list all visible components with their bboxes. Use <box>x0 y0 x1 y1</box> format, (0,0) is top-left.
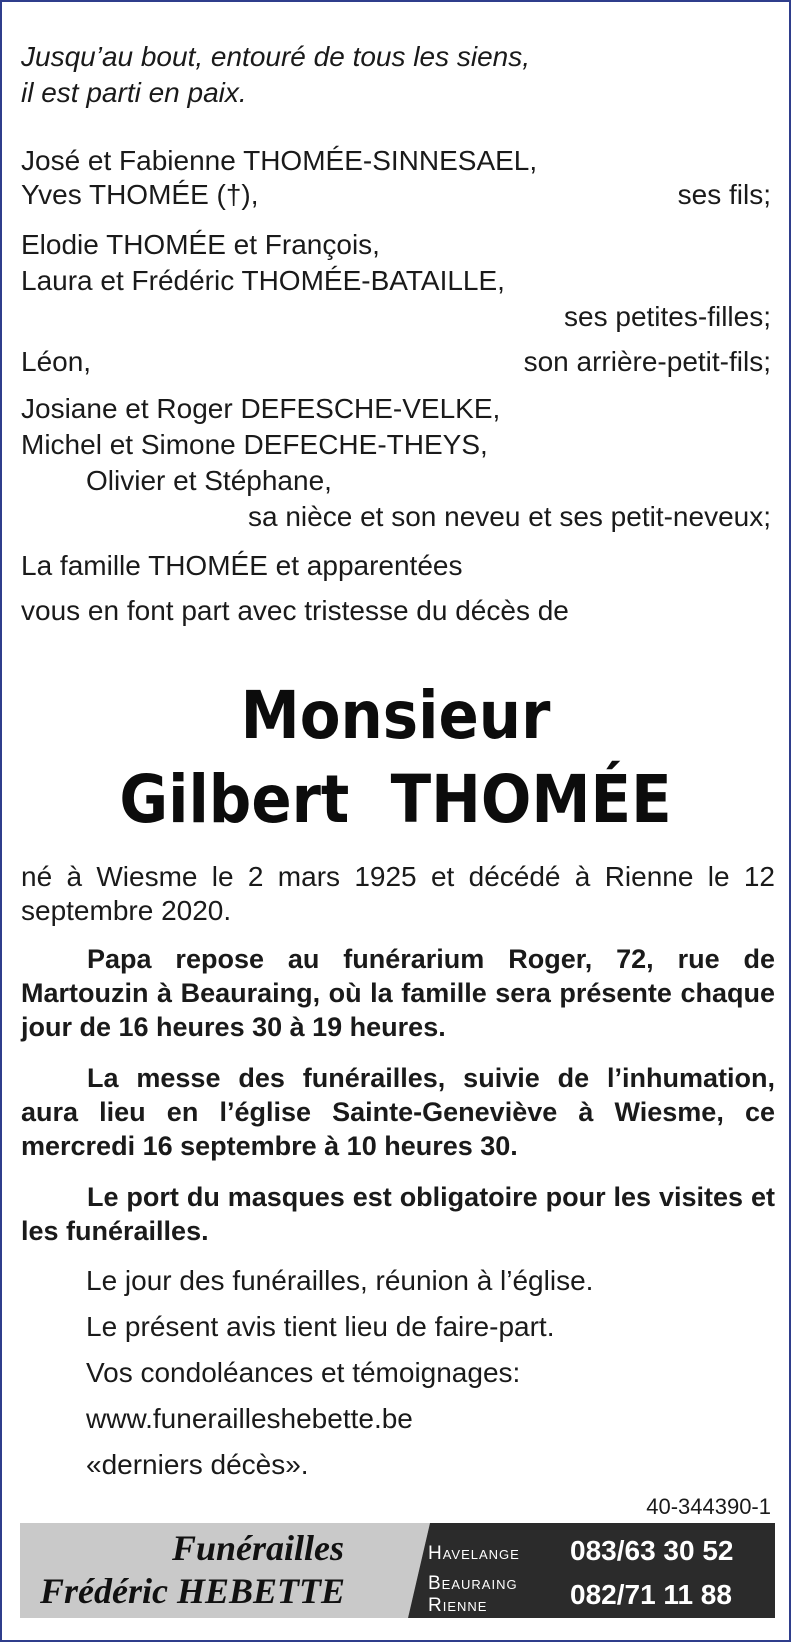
announcement-funeral-mass: La messe des funérailles, suivie de l’inhumation, aura lieu en l’église Sainte-Geneviève à Wiesme, ce mercredi 16 septembre à 10 heures 30. <box>21 1063 775 1161</box>
intro-line-1: Jusqu’au bout, entouré de tous les siens, <box>21 41 531 72</box>
company-name-line-2: Frédéric HEBETTE <box>40 1571 345 1611</box>
location-rienne: Rienne <box>428 1595 488 1616</box>
closing-line-5: «derniers décès». <box>86 1449 309 1480</box>
phone-havelange[interactable]: 083/63 30 52 <box>570 1535 734 1566</box>
closing-line-3: Vos condoléances et témoignages: <box>86 1357 521 1388</box>
family-role-sons: ses fils; <box>677 179 771 210</box>
family-line-7: Michel et Simone DEFECHE-THEYS, <box>21 429 488 460</box>
phone-beauraing[interactable]: 082/71 11 88 <box>570 1579 732 1610</box>
family-line-10: vous en font part avec tristesse du décès de <box>21 595 569 626</box>
family-line-2: Yves THOMÉE (†), <box>21 179 259 210</box>
funeral-home-banner <box>20 1523 775 1618</box>
announcement-masks: Le port du masques est obligatoire pour les visites et les funérailles. <box>21 1182 775 1246</box>
location-havelange: Havelange <box>428 1543 520 1564</box>
deceased-title: Monsieur <box>240 677 551 754</box>
family-line-9: La famille THOMÉE et apparentées <box>21 550 463 581</box>
deceased-name: Gilbert THOMÉE <box>119 761 672 838</box>
family-line-8: Olivier et Stéphane, <box>86 465 332 496</box>
family-role-niece-nephews: sa nièce et son neveu et ses petit-neveux; <box>248 501 771 532</box>
announcement-viewing: Papa repose au funérarium Roger, 72, rue de Martouzin à Beauraing, où la famille sera présente chaque jour de 16 heures 30 à 19 heures. <box>21 944 775 1042</box>
family-line-1: José et Fabienne THOMÉE-SINNESAEL, <box>21 145 538 176</box>
birth-death-text: né à Wiesme le 2 mars 1925 et décédé à Rienne le 12 septembre 2020. <box>21 861 775 926</box>
closing-line-1: Le jour des funérailles, réunion à l’église. <box>86 1265 594 1296</box>
company-name-line-1: Funérailles <box>172 1528 345 1568</box>
family-role-granddaughters: ses petites-filles; <box>564 301 771 332</box>
family-line-5: Léon, <box>21 346 92 377</box>
reference-number: 40-344390-1 <box>646 1494 771 1519</box>
website-link[interactable]: www.funerailleshebette.be <box>86 1403 413 1434</box>
family-line-3: Elodie THOMÉE et François, <box>21 229 380 260</box>
closing-line-2: Le présent avis tient lieu de faire-part. <box>86 1311 555 1342</box>
family-line-4: Laura et Frédéric THOMÉE-BATAILLE, <box>21 265 505 296</box>
intro-line-2: il est parti en paix. <box>21 77 247 108</box>
family-line-6: Josiane et Roger DEFESCHE-VELKE, <box>21 393 501 424</box>
location-beauraing: Beauraing <box>428 1573 518 1594</box>
family-role-great-grandson: son arrière-petit-fils; <box>523 346 771 377</box>
